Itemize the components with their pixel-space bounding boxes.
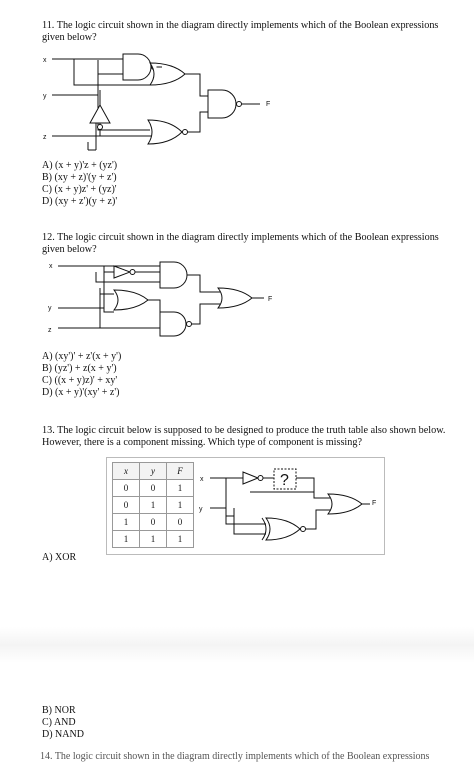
q13-not-gate xyxy=(243,472,258,484)
q13-truth-table xyxy=(112,462,194,548)
q13-missing-label: ? xyxy=(280,472,289,489)
q11-nand-gate xyxy=(123,54,151,80)
q12-label-z: z xyxy=(48,327,52,334)
truth-table-cell: 1 xyxy=(167,480,194,497)
q12-option-b[interactable]: B) (yz') + z(x + y') xyxy=(42,363,117,374)
q12-option-c[interactable]: C) ((x + y)z)' + xy' xyxy=(42,375,118,386)
q13-xnor-gate xyxy=(266,518,300,540)
q12-option-a[interactable]: A) (xy')' + z'(x + y') xyxy=(42,351,122,362)
question-12-text: 12. The logic circuit shown in the diagram directly implements which of the Boolean expressions given below? xyxy=(42,232,439,255)
q11-option-b[interactable]: B) (xy + z)'(y + z') xyxy=(42,172,117,183)
q12-options xyxy=(42,351,121,399)
truth-table-cell: 0 xyxy=(140,480,167,497)
q11-options xyxy=(42,160,117,208)
q11-label-z: z xyxy=(43,134,47,141)
truth-table-row xyxy=(113,514,194,531)
truth-table-header-row xyxy=(113,463,194,480)
truth-table-cell: 1 xyxy=(113,514,140,531)
truth-table-cell: 1 xyxy=(140,497,167,514)
q13-label-x: x xyxy=(200,476,204,483)
q13-label-f: F xyxy=(372,500,377,507)
truth-table-header-f: F xyxy=(167,463,194,480)
q13-circuit-diagram xyxy=(196,466,381,546)
q12-or-gate xyxy=(114,290,148,310)
next-question-partial: 14. The logic circuit shown in the diagram directly implements which of the Boolean expressions xyxy=(40,751,430,762)
q11-option-c[interactable]: C) (x + y)z' + (yz)' xyxy=(42,184,117,195)
q13-option-a[interactable]: A) XOR xyxy=(42,552,77,563)
q12-nand-gate xyxy=(160,312,186,336)
truth-table-cell: 1 xyxy=(113,531,140,548)
truth-table-header-x: x xyxy=(113,463,140,480)
q11-label-y: y xyxy=(43,93,47,100)
q11-option-d[interactable]: D) (xy + z')(y + z)' xyxy=(42,196,118,207)
q13-option-d[interactable]: D) NAND xyxy=(42,729,84,740)
q13-output-or xyxy=(328,494,362,514)
q12-option-d[interactable]: D) (x + y)'(xy' + z') xyxy=(42,387,120,398)
page-divider xyxy=(0,627,474,663)
q11-option-a[interactable]: A) (x + y)'z + (yz') xyxy=(42,160,118,171)
q13-label-y: y xyxy=(199,506,203,513)
q12-label-x: x xyxy=(49,263,53,270)
truth-table-row xyxy=(113,480,194,497)
q12-and-gate-top xyxy=(160,262,187,288)
truth-table-cell: 0 xyxy=(113,480,140,497)
q13-option-c[interactable]: C) AND xyxy=(42,717,76,728)
q13-options-rest xyxy=(42,705,84,741)
question-11-text: 11. The logic circuit shown in the diagram directly implements which of the Boolean expressions given below? xyxy=(42,20,439,43)
q12-output-or xyxy=(218,288,252,308)
q11-label-x: x xyxy=(43,57,47,64)
q13-option-b[interactable]: B) NOR xyxy=(42,705,76,716)
q12-not-gate xyxy=(114,266,130,278)
truth-table-cell: 1 xyxy=(167,531,194,548)
truth-table-cell: 1 xyxy=(167,497,194,514)
question-13-text: 13. The logic circuit below is supposed to be designed to produce the truth table also shown below. However, there is a component missing. Which type of component is missing? xyxy=(42,425,446,448)
q11-not-gate xyxy=(90,105,110,123)
q11-label-f: F xyxy=(266,101,271,108)
q11-circuit-diagram xyxy=(40,50,280,150)
truth-table-row xyxy=(113,531,194,548)
q12-label-y: y xyxy=(48,305,52,312)
q12-circuit-diagram xyxy=(40,258,280,338)
q11-output-nand xyxy=(208,90,236,118)
q12-label-f: F xyxy=(268,296,273,303)
truth-table-cell: 0 xyxy=(113,497,140,514)
q11-or-gate-1 xyxy=(150,63,185,85)
truth-table-header-y: y xyxy=(140,463,167,480)
q11-nor-gate xyxy=(148,120,182,144)
truth-table-cell: 1 xyxy=(140,531,167,548)
truth-table-cell: 0 xyxy=(140,514,167,531)
truth-table-row xyxy=(113,497,194,514)
truth-table-cell: 0 xyxy=(167,514,194,531)
